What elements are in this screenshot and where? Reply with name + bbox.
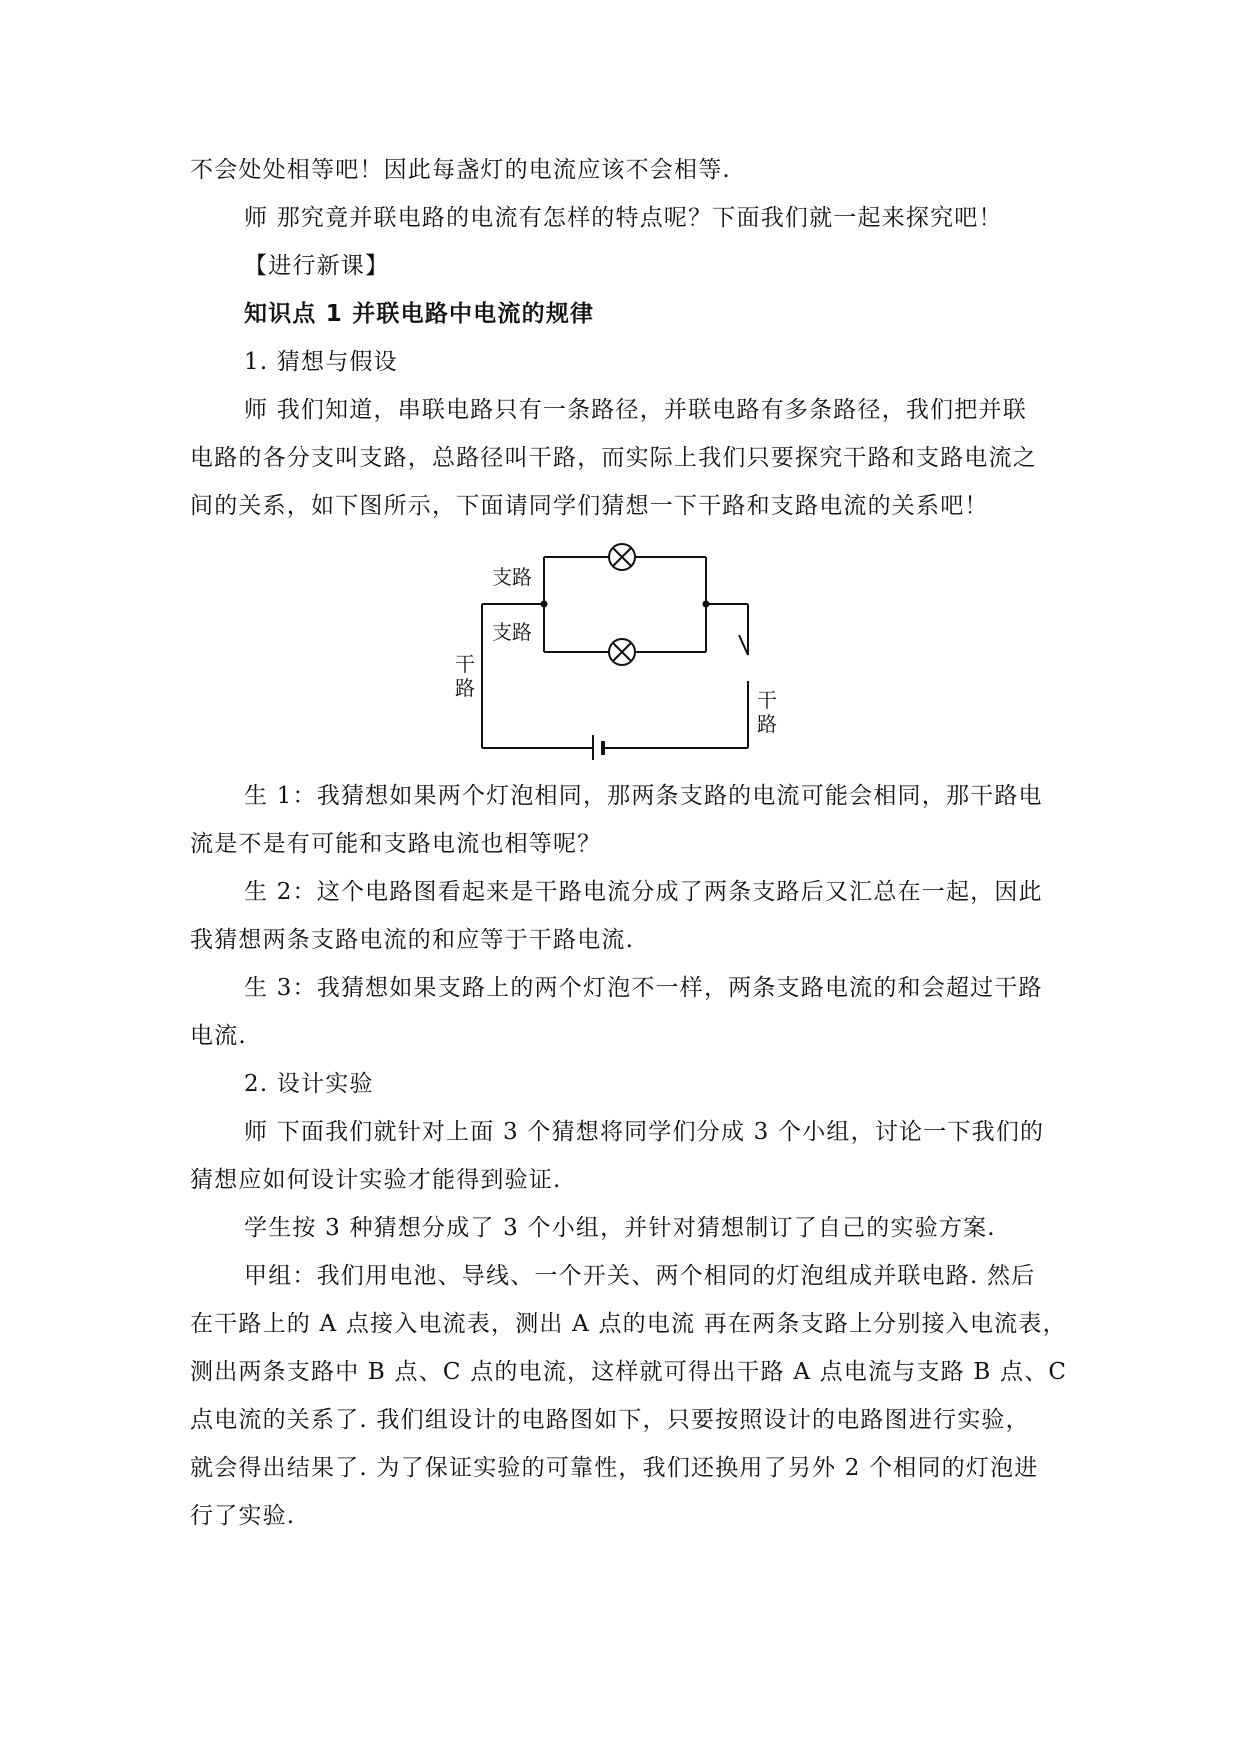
text-line: 师 那究竟并联电路的电流有怎样的特点呢？下面我们就一起来探究吧！ bbox=[244, 205, 1003, 231]
parallel-circuit-diagram bbox=[440, 535, 800, 760]
trunk-label-right-1: 干 bbox=[757, 688, 777, 712]
text-line: 生 1：我猜想如果两个灯泡相同，那两条支路的电流可能会相同，那干路电 bbox=[244, 783, 1043, 809]
junction-dot bbox=[703, 601, 710, 608]
text-line: 师 下面我们就针对上面 3 个猜想将同学们分成 3 个小组，讨论一下我们的 bbox=[244, 1119, 1045, 1145]
text-line: 学生按 3 种猜想分成了 3 个小组，并针对猜想制订了自己的实验方案. bbox=[244, 1215, 996, 1241]
subheading-design-experiment bbox=[190, 1060, 1060, 1108]
paragraph-student-1 bbox=[190, 772, 1060, 868]
text-line: 猜想应如何设计实验才能得到验证. bbox=[190, 1167, 562, 1193]
text-line: 师 我们知道，串联电路只有一条路径，并联电路有多条路径，我们把并联 bbox=[244, 397, 1027, 423]
paragraph-teacher-question bbox=[190, 194, 1060, 242]
text-line: 1. 猜想与假设 bbox=[244, 349, 398, 375]
text-line: 2. 设计实验 bbox=[244, 1071, 374, 1097]
trunk-label-right-2: 路 bbox=[757, 712, 777, 736]
subheading-hypothesis bbox=[190, 338, 1060, 386]
text-line: 【进行新课】 bbox=[244, 253, 390, 279]
lamp-icon bbox=[609, 544, 635, 570]
junction-dot bbox=[541, 601, 548, 608]
battery-icon bbox=[593, 735, 603, 760]
paragraph-group-a bbox=[190, 1252, 1068, 1540]
text-line: 甲组：我们用电池、导线、一个开关、两个相同的灯泡组成并联电路. 然后 bbox=[244, 1263, 1036, 1289]
text-line: 间的关系，如下图所示，下面请同学们猜想一下干路和支路电流的关系吧！ bbox=[190, 493, 989, 519]
lamp-icon bbox=[609, 639, 635, 665]
text-line: 电流. bbox=[190, 1023, 247, 1049]
text-line: 在干路上的 A 点接入电流表，测出 A 点的电流 再在两条支路上分别接入电流表， bbox=[190, 1311, 1067, 1337]
text-line: 测出两条支路中 B 点、C 点的电流，这样就可得出干路 A 点电流与支路 B 点、C bbox=[190, 1359, 1068, 1385]
text-line: 行了实验. bbox=[190, 1503, 296, 1529]
trunk-label-left-1: 干 bbox=[455, 652, 475, 676]
paragraph-student-3 bbox=[190, 964, 1060, 1060]
paragraph-intro-end bbox=[190, 146, 1060, 194]
branch-label-top: 支路 bbox=[492, 565, 532, 589]
text-line: 生 3：我猜想如果支路上的两个灯泡不一样，两条支路电流的和会超过干路 bbox=[244, 975, 1043, 1001]
paragraph-teacher-explanation bbox=[190, 386, 1060, 530]
text-line: 电路的各分支叫支路，总路径叫干路，而实际上我们只要探究干路和支路电流之 bbox=[190, 445, 1037, 471]
switch-icon bbox=[739, 635, 748, 655]
text-line: 我猜想两条支路电流的和应等于干路电流. bbox=[190, 927, 635, 953]
paragraph-teacher-groups bbox=[190, 1108, 1060, 1204]
branch-label-bottom: 支路 bbox=[492, 620, 532, 644]
text-line: 不会处处相等吧！因此每盏灯的电流应该不会相等. bbox=[190, 157, 731, 183]
text-line: 生 2：这个电路图看起来是干路电流分成了两条支路后又汇总在一起，因此 bbox=[244, 879, 1043, 905]
text-line: 点电流的关系了. 我们组设计的电路图如下，只要按照设计的电路图进行实验， bbox=[190, 1407, 1030, 1433]
section-heading-new-lesson bbox=[190, 242, 1060, 290]
knowledge-point-heading bbox=[190, 290, 1060, 338]
trunk-label-left-2: 路 bbox=[455, 676, 475, 700]
text-line: 知识点 1 并联电路中电流的规律 bbox=[244, 301, 595, 327]
text-line: 流是不是有可能和支路电流也相等呢？ bbox=[190, 831, 602, 857]
text-line: 就会得出结果了. 为了保证实验的可靠性，我们还换用了另外 2 个相同的灯泡进 bbox=[190, 1455, 1039, 1481]
paragraph-student-2 bbox=[190, 868, 1060, 964]
paragraph-students-plan bbox=[190, 1204, 1060, 1252]
